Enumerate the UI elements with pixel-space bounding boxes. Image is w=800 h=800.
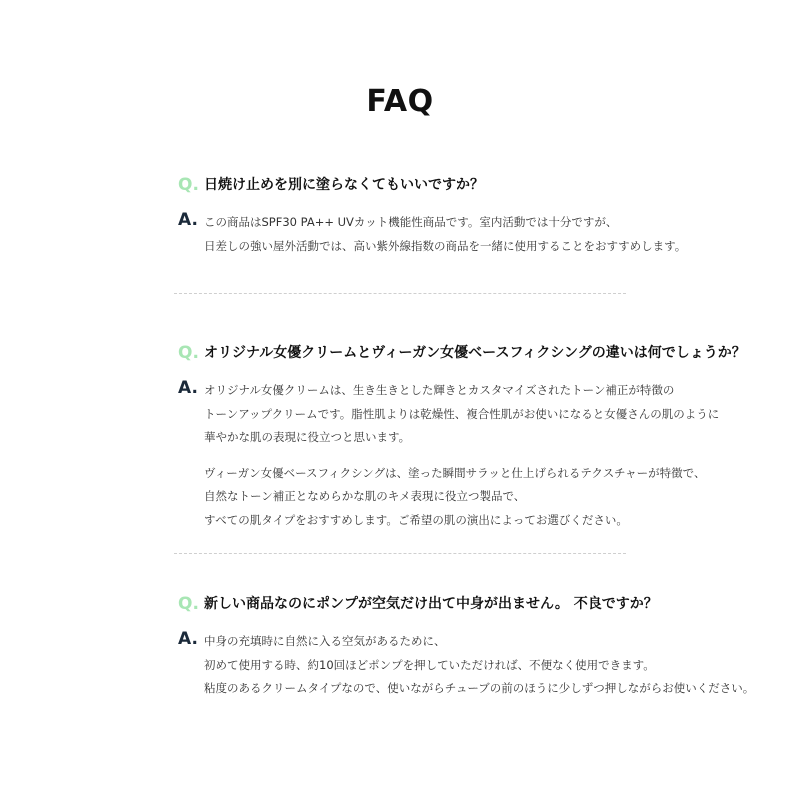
answer-paragraph — [204, 379, 720, 450]
answer-mark: A. — [178, 629, 198, 649]
faq-item-3 — [178, 593, 755, 701]
answer-row — [178, 378, 720, 532]
answer-line: 粘度のあるクリームタイプなので、使いながらチューブの前のほうに少しずつ押しながらお使いください。 — [204, 681, 755, 695]
answer-line: この商品はSPF30 PA++ UVカット機能性商品です。室内活動では十分ですが、 — [204, 215, 618, 229]
divider — [174, 553, 626, 554]
answer-mark: A. — [178, 210, 198, 230]
question-row — [178, 593, 698, 615]
answer-paragraph — [204, 211, 698, 258]
answer-line: ヴィーガン女優ベースフィクシングは、塗った瞬間サラッと仕上げられるテクスチャーが特徴で、 — [204, 465, 706, 480]
answer-line: 華やかな肌の表現に役立つと思います。 — [204, 430, 411, 444]
question-text: 新しい商品なのにポンプが空気だけ出て中身が出ません。 不良ですか？ — [204, 596, 658, 612]
question-row — [178, 342, 746, 364]
question-mark: Q. — [178, 343, 199, 363]
answer-line: 中身の充填時に自然に入る空気があるために、 — [204, 634, 446, 648]
answer-line: トーンアップクリームです。脂性肌よりは乾燥性、複合性肌がお使いになると女優さんの肌のように — [204, 406, 720, 421]
page-title: FAQ — [366, 84, 434, 119]
divider — [174, 293, 626, 294]
answer-line: 初めて使用する時、約10回ほどポンプを押していただければ、不便なく使用できます。 — [204, 657, 655, 672]
question-row — [178, 174, 698, 196]
faq-item-1 — [178, 174, 698, 258]
question-mark: Q. — [178, 594, 199, 614]
answer-paragraph — [204, 630, 755, 701]
answer-line: オリジナル女優クリームは、生き生きとした輝きとカスタマイズされたトーン補正が特徴の — [204, 383, 675, 397]
answer-mark: A. — [178, 378, 198, 398]
answer-paragraph — [204, 462, 706, 533]
answer-row — [178, 211, 698, 258]
answer-row — [178, 629, 755, 701]
answer-line: すべての肌タイプをおすすめします。ご希望の肌の演出によってお選びください。 — [204, 512, 628, 527]
question-mark: Q. — [178, 175, 199, 195]
faq-item-2 — [178, 342, 746, 532]
answer-line: 自然なトーン補正となめらかな肌のキメ表現に役立つ製品で、 — [204, 489, 526, 503]
question-text: 日焼け止めを別に塗らなくてもいいですか？ — [204, 177, 484, 193]
answer-line: 日差しの強い屋外活動では、高い紫外線指数の商品を一緒に使用することをおすすめします。 — [204, 238, 687, 253]
question-text: オリジナル女優クリームとヴィーガン女優ベースフィクシングの違いは何でしょうか？ — [204, 345, 746, 361]
